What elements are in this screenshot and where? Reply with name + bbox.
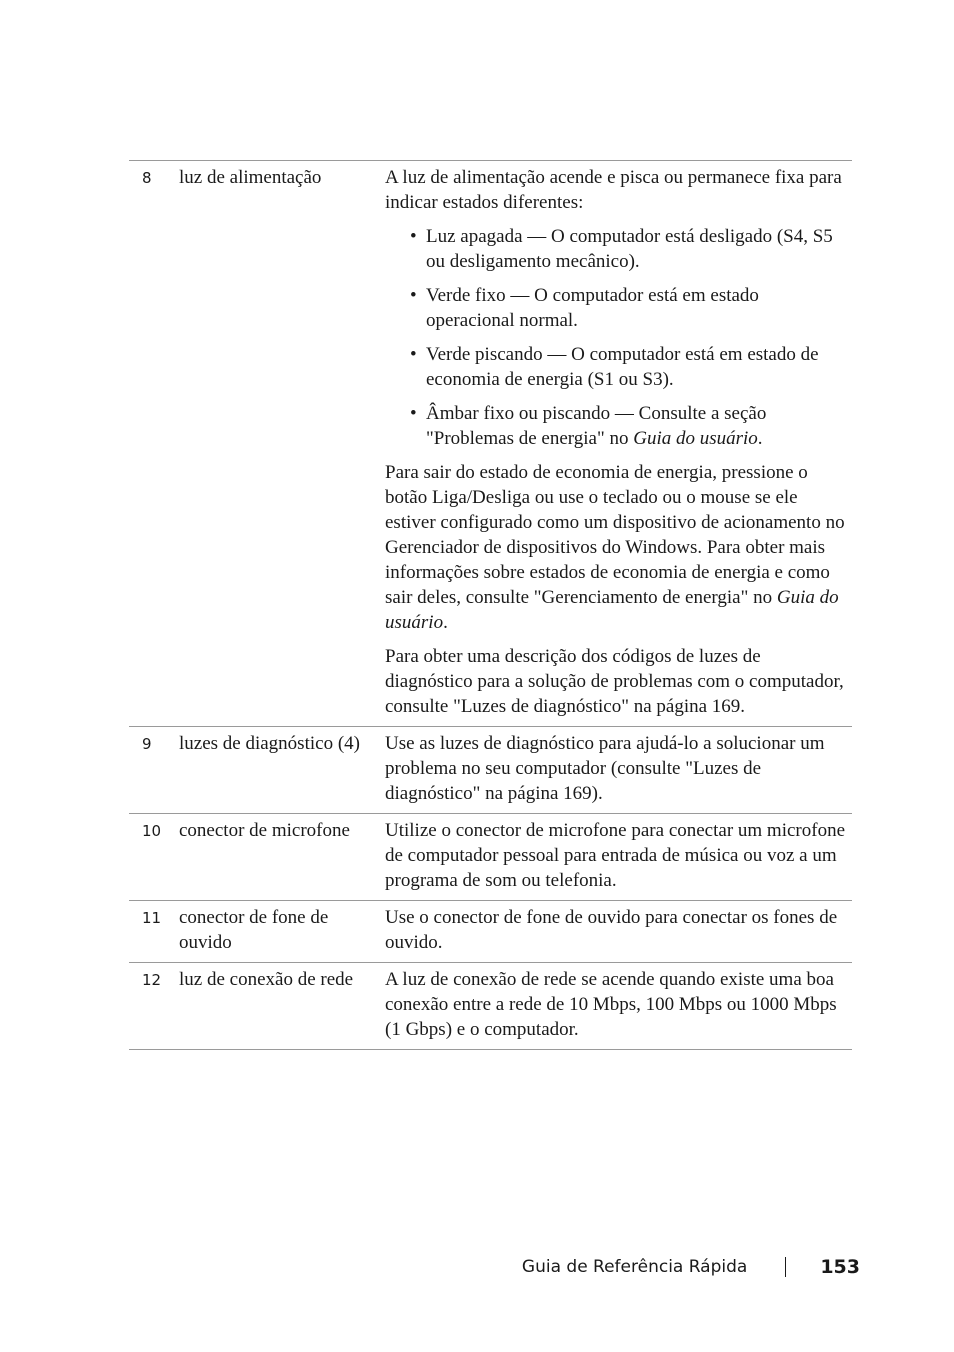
list-item-text: Verde piscando — O computador está em estado de economia de energia (S1 ou S3). [426, 344, 819, 390]
component-description: A luz de conexão de rede se acende quando existe uma boa conexão entre a rede de 10 Mbps, 100 Mbps ou 1000 Mbps (1 Gbps) e o computador. [385, 969, 837, 1040]
row-number: 11 [142, 909, 162, 927]
table-row [129, 727, 852, 814]
table-row [129, 161, 852, 727]
guide-reference: Guia do usuário [633, 428, 758, 449]
table-row [129, 814, 852, 901]
paragraph-text-end: . [443, 612, 448, 633]
list-item [410, 401, 848, 451]
bullet-icon: • [410, 285, 417, 306]
component-description: Use as luzes de diagnóstico para ajudá-lo a solucionar um problema no seu computador (consulte "Luzes de diagnóstico" na página 169). [385, 733, 825, 804]
paragraph-text: Para sair do estado de economia de energia, pressione o botão Liga/Desliga ou use o teclado ou o mouse se ele estiver configurado como um dispositivo de acionamento no Gerenciador de dispositivos do Windows. Para obter mais informações sobre estados de economia de energia e como sair deles, consulte "Gerenciamento de energia" no [385, 462, 845, 608]
list-item-text: Âmbar fixo ou piscando — Consulte a seção "Problemas de energia" no [426, 403, 767, 449]
bullet-icon: • [410, 403, 417, 424]
list-item-text-end: . [757, 428, 763, 449]
bullet-icon: • [410, 226, 417, 247]
row-number: 9 [142, 735, 152, 753]
component-name: conector de microfone [179, 820, 350, 841]
page-footer [522, 1256, 860, 1278]
page-number: 153 [820, 1256, 860, 1278]
row-number: 8 [142, 169, 152, 187]
description-paragraph: Para obter uma descrição dos códigos de luzes de diagnóstico para a solução de problemas com o computador, consulte "Luzes de diagnóstico" na página 169. [385, 646, 844, 717]
list-item-text: Luz apagada — O computador está desligado (S4, S5 ou desligamento mecânico). [426, 226, 833, 272]
row-number: 12 [142, 971, 162, 989]
list-item [410, 342, 848, 392]
list-item [410, 224, 848, 274]
row-number: 10 [142, 822, 162, 840]
component-name: luz de alimentação [179, 167, 322, 188]
component-description: Utilize o conector de microfone para conectar um microfone de computador pessoal para entrada de música ou voz a um programa de som ou telefonia. [385, 820, 846, 891]
table-row [129, 963, 852, 1050]
guide-reference: Guia do usuário [385, 587, 839, 633]
component-name: luz de conexão de rede [179, 969, 354, 990]
component-name: luzes de diagnóstico (4) [179, 733, 360, 754]
list-item-text: Verde fixo — O computador está em estado operacional normal. [426, 285, 759, 331]
component-description [385, 165, 852, 719]
component-description: Use o conector de fone de ouvido para conectar os fones de ouvido. [385, 907, 838, 953]
description-intro: A luz de alimentação acende e pisca ou permanece fixa para indicar estados diferentes: [385, 167, 842, 213]
component-table [129, 160, 852, 1050]
table-row [129, 901, 852, 963]
bullet-icon: • [410, 344, 417, 365]
component-name: conector de fone de ouvido [179, 907, 329, 953]
state-list [385, 224, 848, 451]
footer-title: Guia de Referência Rápida [521, 1257, 748, 1277]
list-item [410, 283, 848, 333]
description-paragraph [385, 460, 848, 635]
footer-divider [785, 1257, 786, 1277]
